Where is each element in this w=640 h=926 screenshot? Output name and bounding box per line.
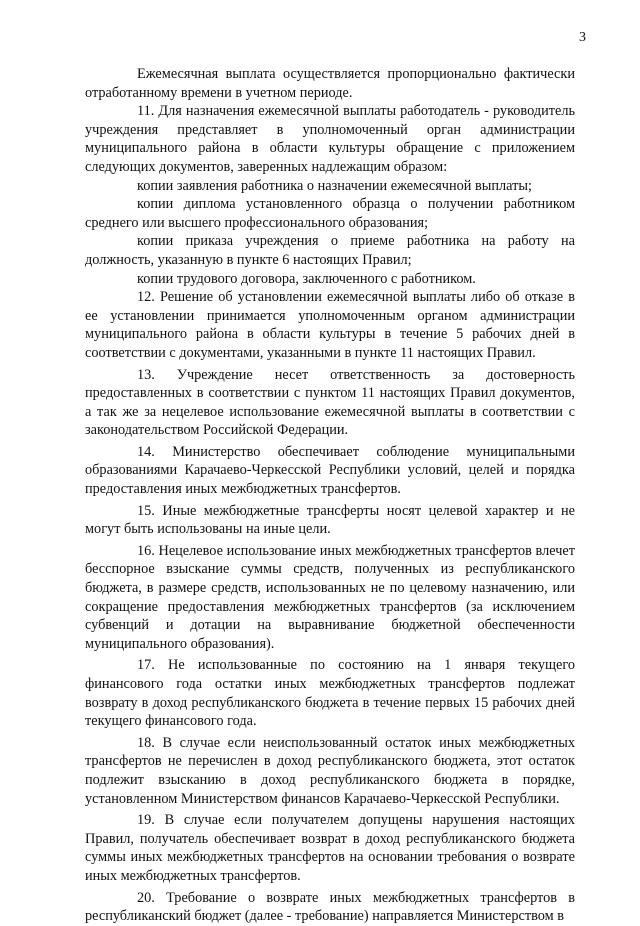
paragraph: 17. Не использованные по состоянию на 1 января текущего финансового года остатки иных межбюджетных трансфертов подлежат возврату в доход республиканского бюджета в течение первых 15 рабочих дней текущего финансового года. <box>85 657 575 730</box>
paragraph: 13. Учреждение несет ответственность за достоверность предоставленных в соответствии с пунктом 11 настоящих Правил документов, а так же за нецелевое использование ежемесячной выплаты в соответствии с законодательством Российской Федерации. <box>85 366 575 439</box>
paragraph: 20. Требование о возврате иных межбюджетных трансфертов в республиканский бюджет (далее - требование) направляется Министерством в <box>85 889 575 925</box>
paragraph: 15. Иные межбюджетные трансферты носят целевой характер и не могут быть использованы на иные цели. <box>85 502 575 538</box>
page-number: 3 <box>579 30 586 45</box>
paragraph: копии трудового договора, заключенного с работником. <box>137 270 476 287</box>
paragraph: 11. Для назначения ежемесячной выплаты работодатель - руководитель учреждения представляет в уполномоченный орган администрации муниципального района в области культуры обращение с приложением следующих документов, заверенных надлежащим образом: <box>85 103 575 175</box>
paragraph: 18. В случае если неиспользованный остаток иных межбюджетных трансфертов не перечислен в доход республиканского бюджета, этот остаток подлежит взысканию в доход республиканского бюджета в порядке, установленном Министерством финансов Карачаево-Черкесской Республики. <box>85 734 575 807</box>
document-body <box>85 65 575 926</box>
paragraph: 16. Нецелевое использование иных межбюджетных трансфертов влечет бесспорное взыскание суммы средств, полученных из республиканского бюджета, в размере средств, использованных не по целевому назначению, или сокращение предоставления межбюджетных трансфертов (за исключением субвенций и дотации на выравнивание бюджетной обеспеченности муниципального образования). <box>85 542 575 652</box>
paragraph: 14. Министерство обеспечивает соблюдение муниципальными образованиями Карачаево-Черкесской Республики условий, целей и порядка предоставления иных межбюджетных трансфертов. <box>85 443 575 498</box>
paragraph: Ежемесячная выплата осуществляется пропорционально фактически отработанному времени в учетном периоде. <box>85 66 575 101</box>
paragraph: 19. В случае если получателем допущены нарушения настоящих Правил, получатель обеспечивает возврат в доход республиканского бюджета суммы иных межбюджетных трансфертов на основании требования о возврате иных межбюджетных трансфертов. <box>85 812 575 884</box>
paragraph: копии диплома установленного образца о получении работником среднего или высшего профессионального образования; <box>85 196 575 231</box>
paragraph: 12. Решение об установлении ежемесячной выплаты либо об отказе в ее установлении принимается уполномоченным органом администрации муниципального района в области культуры в течение 5 рабочих дней в соответствии с документами, указанными в пункте 11 настоящих Правил. <box>85 289 575 361</box>
paragraph: копии приказа учреждения о приеме работника на работу на должность, указанную в пункте 6 настоящих Правил; <box>85 233 575 268</box>
paragraph: копии заявления работника о назначении ежемесячной выплаты; <box>137 177 532 194</box>
